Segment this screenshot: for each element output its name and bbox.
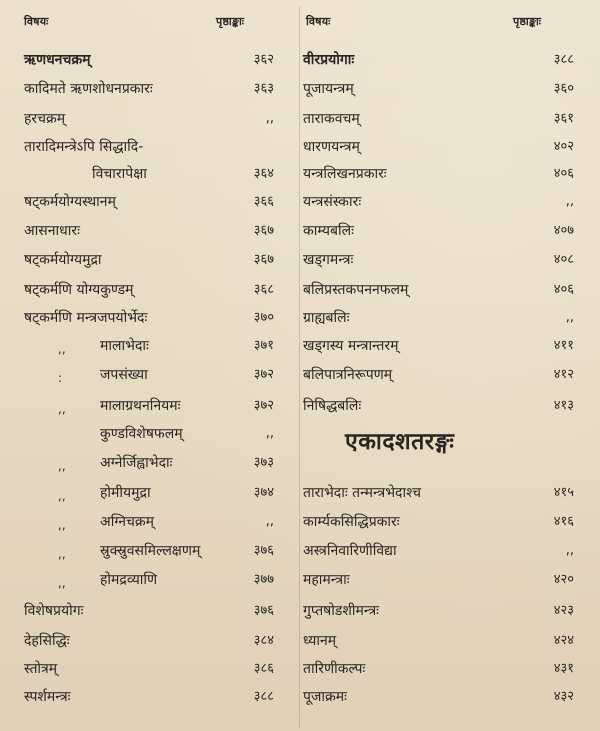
left-entry-page: ३८६ — [253, 661, 274, 676]
right-entry-title: ग्राह्यबलिः — [303, 310, 350, 326]
right-entry-title: पूजायन्त्रम् — [303, 81, 354, 97]
right-entry-title: बलिप्रस्तकपननफलम् — [303, 282, 409, 298]
left-entry-title: मालाग्रथननियमः — [100, 398, 181, 414]
right-entry-title: खड्गस्य मन्त्रान्तरम् — [303, 338, 399, 354]
left-entry-title: होमद्रव्याणि — [100, 572, 158, 588]
right-subject-header: विषयः — [306, 15, 331, 28]
column-divider — [299, 6, 300, 728]
ditto-mark: ,, — [58, 547, 66, 561]
right-entry-title: निषिद्धबलिः — [303, 398, 362, 414]
right-entry-page: ४११ — [553, 338, 574, 353]
right-entry-title: ताराकवचम् — [303, 111, 360, 127]
left-entry-title: कुण्डविशेषफलम् — [100, 426, 183, 442]
ditto-mark: ,, — [58, 576, 66, 590]
right-entry-page: ,, — [565, 543, 574, 558]
right-entry-title: महामन्त्राः — [303, 572, 350, 588]
left-page-header: पृष्ठाङ्काः — [216, 15, 245, 28]
right-entry-page: ४१५ — [553, 485, 574, 500]
right-entry-title: ताराभेदाः तन्मन्त्रभेदाश्च — [303, 485, 421, 501]
left-entry-title: स्पर्शमन्त्रः — [24, 689, 71, 705]
right-entry-page: ४२० — [553, 572, 574, 587]
right-entry-page: ४२३ — [553, 603, 574, 618]
right-entry-title: वीरप्रयोगाः — [303, 52, 355, 68]
left-entry-page: ,, — [265, 111, 274, 126]
left-entry-page: ३७० — [253, 310, 274, 325]
left-entry-title: स्रुक्स्रुवसमिल्लक्षणम् — [100, 543, 201, 559]
left-entry-title: अग्नेर्जिह्वाभेदाः — [100, 455, 173, 471]
left-entry-page: ,, — [265, 514, 274, 529]
left-entry-page: ३६४ — [253, 166, 274, 181]
left-entry-title: षट्कर्मयोग्यमुद्रा — [24, 252, 102, 268]
left-entry-title: षट्कर्मयोग्यस्थानम् — [24, 194, 116, 210]
left-entry-page: ३७१ — [253, 338, 274, 353]
ditto-mark: ,, — [58, 518, 66, 532]
right-entry-title: कार्म्यकसिद्धिप्रकारः — [303, 514, 400, 530]
left-entry-page: ३७२ — [253, 367, 274, 382]
right-entry-title: अस्त्रनिवारिणीविद्या — [303, 543, 397, 559]
left-entry-page: ३६२ — [253, 52, 274, 67]
right-entry-page: ४१६ — [553, 514, 574, 529]
left-entry-page: ३६३ — [253, 81, 274, 96]
right-entry-title: यन्त्रसंस्कारः — [303, 194, 362, 210]
ditto-mark: ,, — [58, 342, 66, 356]
left-entry-page: ३६७ — [253, 252, 274, 267]
left-entry-page: ३७७ — [253, 572, 274, 587]
right-entry-page: ४०६ — [553, 282, 574, 297]
right-page-header: पृष्ठाङ्काः — [513, 15, 542, 28]
right-entry-title: यन्त्रलिखनप्रकारः — [303, 166, 387, 182]
right-entry-page: ४३१ — [553, 661, 574, 676]
left-entry-page: ३७६ — [253, 603, 274, 618]
left-entry-title: स्तोत्रम् — [24, 661, 58, 677]
right-entry-page: ४१३ — [553, 398, 574, 413]
right-entry-page: ४१२ — [553, 367, 574, 382]
left-entry-title: षट्कर्मणि मन्त्रजपयोर्भेदः — [24, 310, 148, 326]
ditto-mark: ,, — [58, 402, 66, 416]
left-entry-page: ३७३ — [253, 455, 274, 470]
left-entry-title: विचारापेक्षा — [92, 166, 147, 182]
left-entry-page: ३६८ — [253, 282, 274, 297]
right-entry-title: तारिणीकल्पः — [303, 661, 366, 677]
left-entry-title: जपसंख्या — [100, 367, 148, 383]
left-subject-header: विषयः — [24, 15, 49, 28]
left-entry-page: ३६७ — [253, 223, 274, 238]
left-entry-title: हरचक्रम् — [24, 111, 66, 127]
left-entry-title: मालाभेदाः — [100, 338, 149, 354]
right-entry-title: गुप्तषोडशीमन्त्रः — [303, 603, 380, 619]
left-entry-title: कादिमते ऋणशोधनप्रकारः — [24, 81, 153, 97]
right-entry-title: खड्गमन्त्रः — [303, 252, 354, 268]
right-entry-page: ,, — [565, 194, 574, 209]
left-entry-title: षट्कर्मणि योग्यकुण्डम् — [24, 282, 134, 298]
right-entry-title: पूजाक्रमः — [303, 689, 347, 705]
right-entry-title: धारणयन्त्रम् — [303, 139, 360, 155]
right-entry-page: ३६१ — [553, 111, 574, 126]
right-entry-title: काम्यबलिः — [303, 223, 354, 239]
left-entry-page: ३८४ — [253, 633, 274, 648]
right-entry-page: ४०२ — [553, 139, 574, 154]
right-entry-page: ४०८ — [553, 252, 574, 267]
right-entry-page: ४२४ — [553, 633, 574, 648]
left-entry-title: अग्निचक्रम् — [100, 514, 155, 530]
ditto-mark: ,, — [58, 489, 66, 503]
right-entry-page: ३८८ — [553, 52, 574, 67]
left-entry-page: ,, — [265, 426, 274, 441]
right-entry-title: ध्यानम् — [303, 633, 337, 649]
left-entry-page: ३७६ — [253, 543, 274, 558]
right-entry-page: ४३२ — [553, 689, 574, 704]
left-entry-title: ऋणधनचक्रम् — [24, 52, 91, 68]
left-entry-title: देहसिद्धिः — [24, 633, 70, 649]
right-entry-page: ४०७ — [553, 223, 574, 238]
right-entry-page: ३६० — [553, 81, 574, 96]
left-entry-page: ३८८ — [253, 689, 274, 704]
left-entry-page: ३७२ — [253, 398, 274, 413]
section-heading: एकादशतरङ्गः — [345, 429, 455, 455]
ditto-mark: : — [58, 371, 63, 385]
left-entry-title: तारादिमन्त्रेऽपि सिद्धादि- — [24, 139, 144, 155]
right-entry-page: ४०६ — [553, 166, 574, 181]
right-entry-title: बलिपात्रनिरूपणम् — [303, 367, 393, 383]
left-entry-page: ३७४ — [253, 485, 274, 500]
right-entry-page: ,, — [565, 310, 574, 325]
ditto-mark: ,, — [58, 459, 66, 473]
left-entry-title: विशेषप्रयोगः — [24, 603, 84, 619]
left-entry-title: होमीयमुद्रा — [100, 485, 151, 501]
left-entry-title: आसनाधारः — [24, 223, 80, 239]
left-entry-page: ३६६ — [253, 194, 274, 209]
